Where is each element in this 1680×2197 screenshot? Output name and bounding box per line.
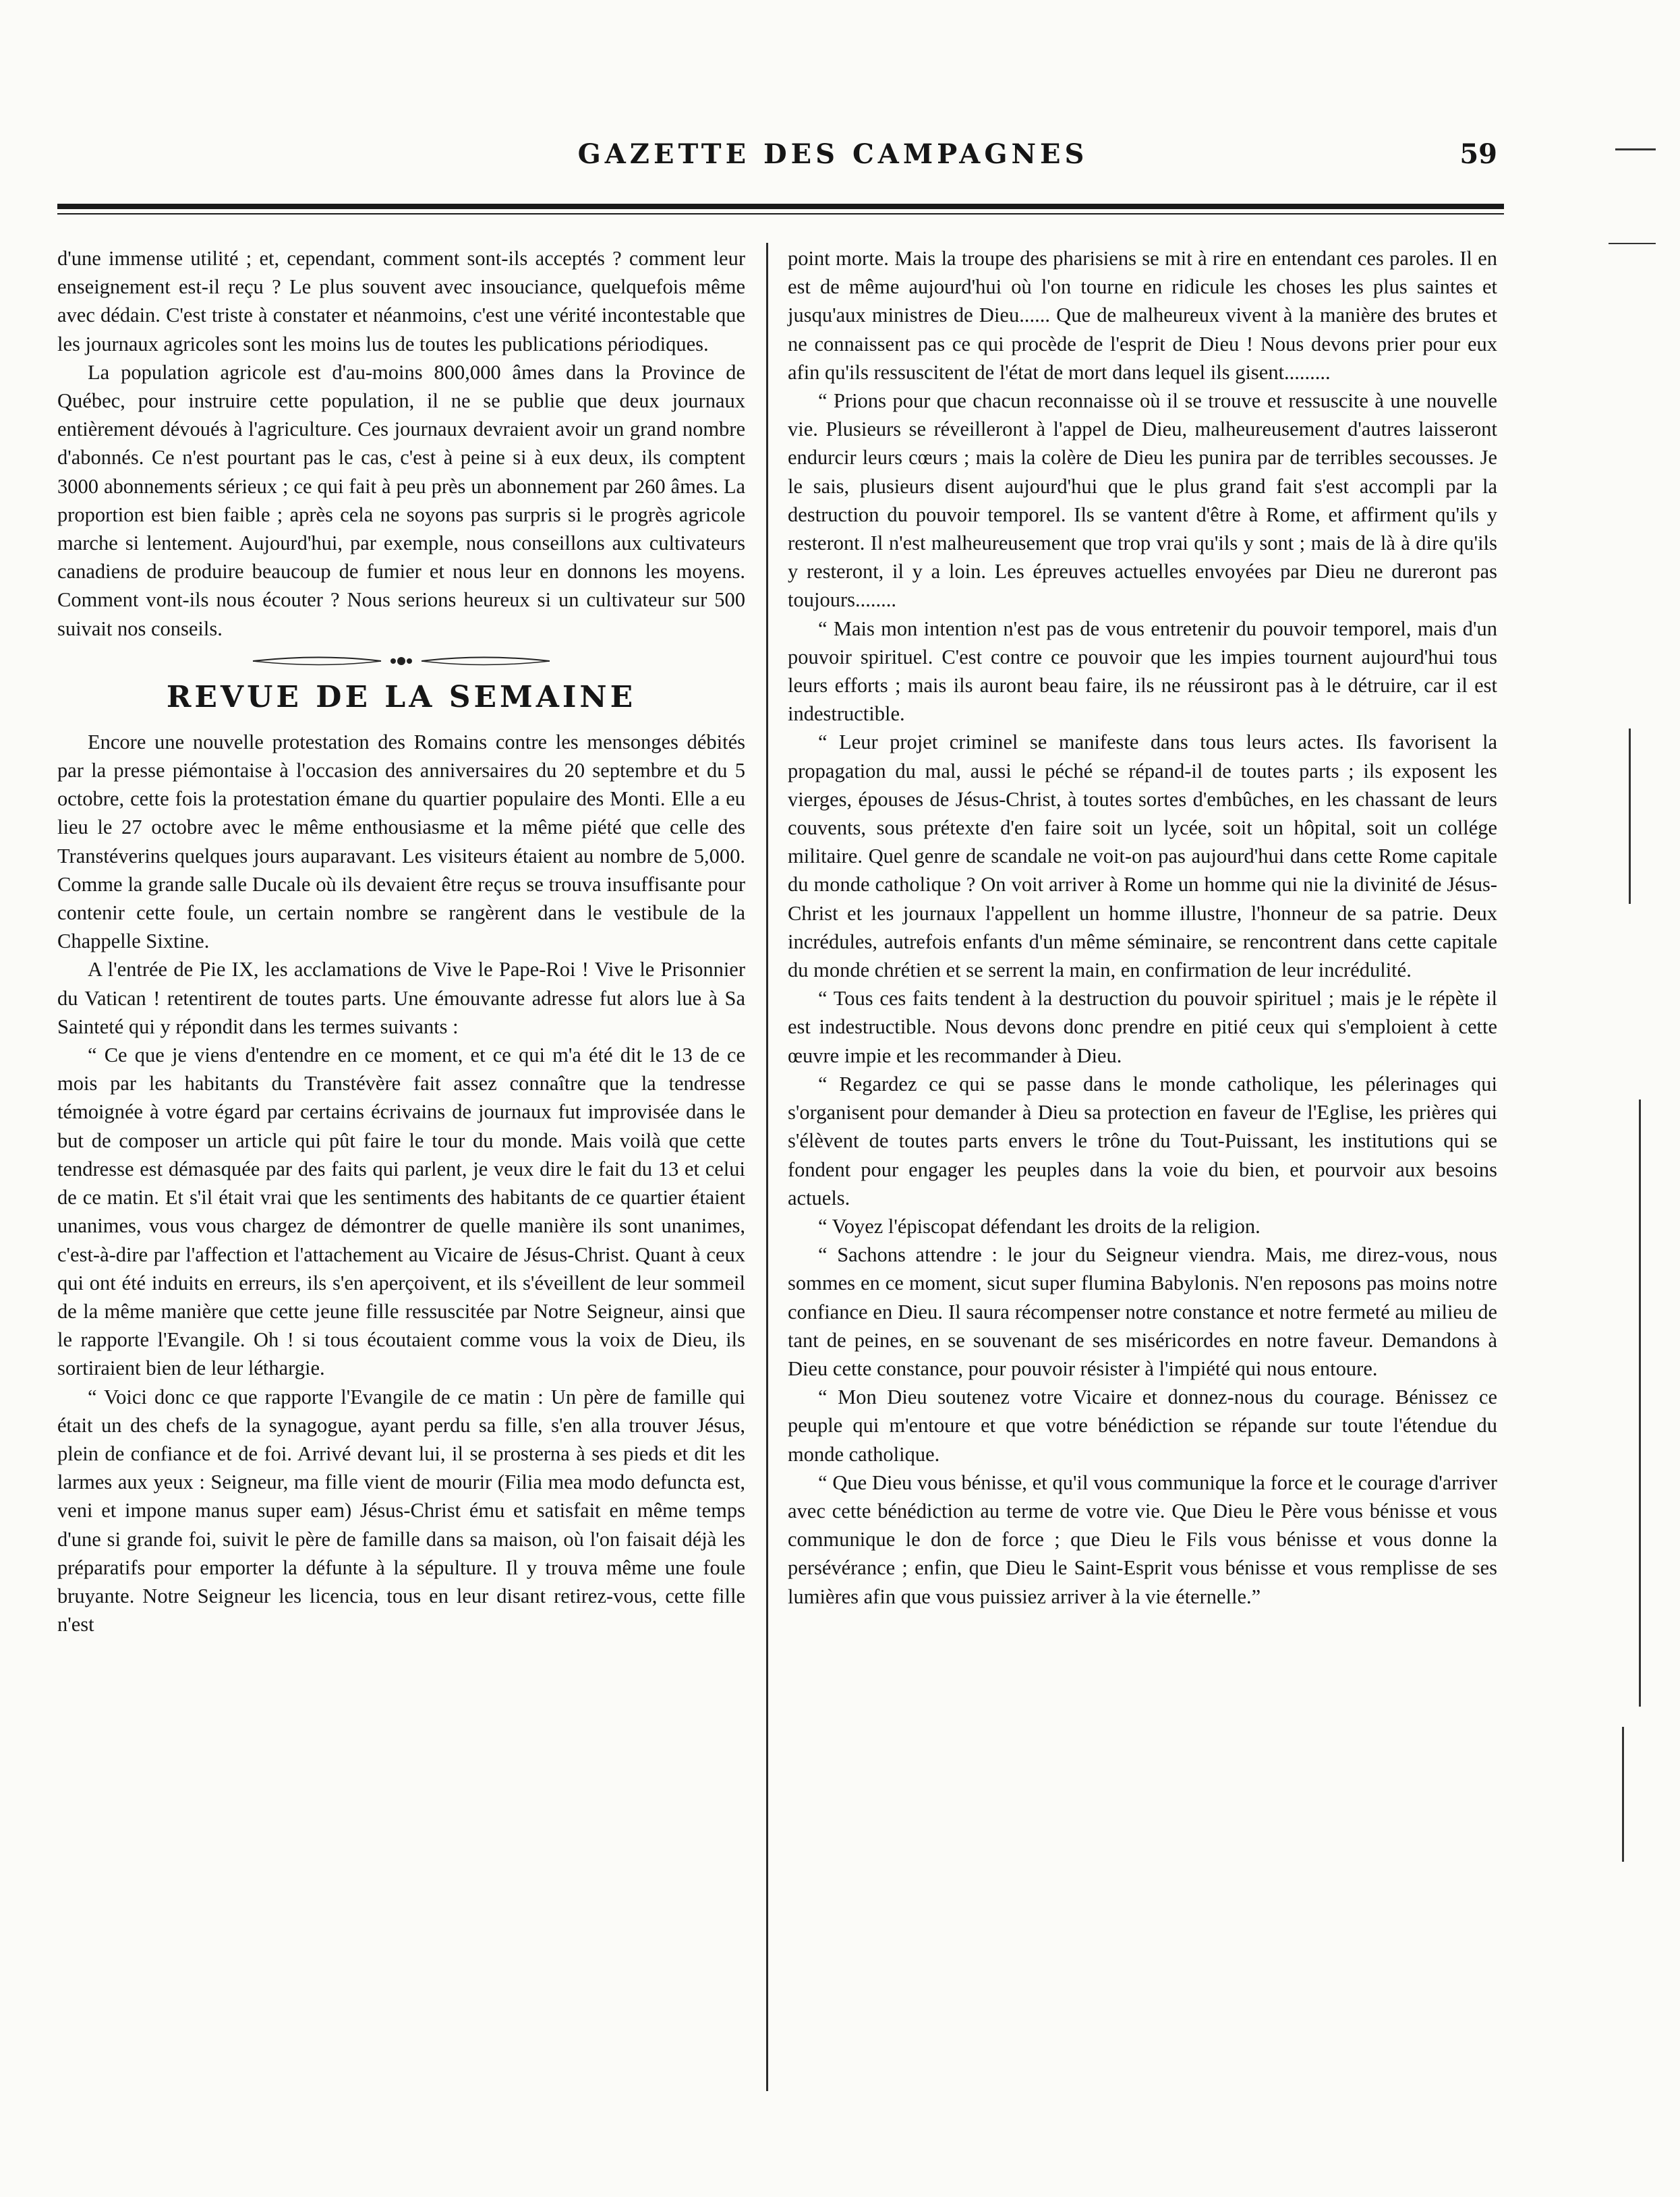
article-paragraph: “ Que Dieu vous bénisse, et qu'il vous communique la force et le courage d'arriver avec cette bénédiction au terme de votre vie. Que Dieu le Père vous bénisse et vous communique le don de force ; que Dieu le Fils vous bénisse et vous donne la persévérance ; enfin, que Dieu le Saint-Esprit vous bénisse et vous remplisse de ses lumières afin que vous puissiez arriver à la vie éternelle.”	[788, 1471, 1497, 1608]
article-paragraph: “ Mon Dieu soutenez votre Vicaire et donnez-nous du courage. Bénissez ce peuple qui m'entoure et que votre bénédiction se répande sur toute l'étendue du monde catholique.	[788, 1386, 1497, 1466]
left-column	[57, 244, 745, 1638]
article-paragraph: “ Sachons attendre : le jour du Seigneur viendra. Mais, me direz-vous, nous sommes en ce moment, sicut super flumina Babylonis. N'en reposons pas moins notre confiance en Dieu. Il saura récompenser notre constance et notre fermeté au milieu de tant de peines, en se souvenant de ses miséricordes en notre faveur. Demandons à Dieu cette constance, pour pouvoir résister à l'impiété qui nous entoure.	[788, 1243, 1497, 1380]
article-paragraph: “ Regardez ce qui se passe dans le monde catholique, les pélerinages qui s'organisent pour demander à Dieu sa protection en faveur de l'Eglise, les prières qui s'élèvent de toutes parts envers le trône du Tout-Puissant, les institutions qui se fondent pour engager les peuples dans la voie du bien, et pourvoir aux besoins actuels.	[788, 1072, 1497, 1209]
header-rule	[57, 204, 1504, 209]
article-paragraph: A l'entrée de Pie IX, les acclamations de Vive le Pape-Roi ! Vive le Prisonnier du Vatican ! retentirent de toutes parts. Une émouvante adresse fut alors lue à Sa Sainteté qui y répondit dans les termes suivants :	[57, 958, 745, 1038]
article-paragraph: d'une immense utilité ; et, cependant, comment sont-ils acceptés ? comment leur enseignement est-il reçu ? Le plus souvent avec insouciance, quelquefois même avec dédain. C'est triste à constater et néanmoins, c'est une vérité incontestable que les journaux agricoles sont les moins lus de toutes les publications périodiques.	[57, 247, 745, 355]
article-paragraph: “ Leur projet criminel se manifeste dans tous leurs actes. Ils favorisent la propagation du mal, aussi le péché se répand-il de toutes parts ; ils exposent les vierges, épouses de Jésus-Christ, à toutes sortes d'embûches, en les chassant de leurs couvents, sous prétexte d'en faire soit un lycée, soit un hôpital, soit un collége militaire. Quel genre de scandale ne voit-on pas aujourd'hui dans cette Rome capitale du monde catholique ? On voit arriver à Rome un homme qui nie la divinité de Jésus-Christ et les journaux l'appellent un homme illustre, l'honneur de sa patrie. Deux incrédules, autrefois enfants d'un même séminaire, se rencontrent dans cette capitale du monde chrétien et se serrent la main, en confirmation de leur incrédulité.	[788, 731, 1497, 982]
page-header-title: GAZETTE DES CAMPAGNES	[577, 138, 1089, 170]
article-paragraph: “ Ce que je viens d'entendre en ce moment, et ce qui m'a été dit le 13 de ce mois par les habitants du Transtévère fait assez connaître que la tendresse témoignée à votre égard par certains écrivains de journaux fut improvisée dans le but de composer un article qui pût faire le tour du monde. Mais voilà que cette tendresse est démasquée par des faits qui parlent, je veux dire le fait du 13 et celui de ce matin. Et s'il était vrai que les sentiments des habitants de ce quartier étaient unanimes, vous vous chargez de démontrer de quelle manière ils sont unanimes, c'est-à-dire par l'affection et l'attachement au Vicaire de Jésus-Christ. Quant à ceux qui ont été induits en erreurs, ils s'en aperçoivent, et ils s'éveillent de leur sommeil de la même manière que cette jeune fille ressuscitée par Notre Seigneur, ainsi que le rapporte l'Evangile. Oh ! si tous écoutaient comme vous la voix de Dieu, ils sortiraient bien de leur léthargie.	[57, 1044, 745, 1380]
article-paragraph: “ Voyez l'épiscopat défendant les droits de la religion.	[818, 1214, 1261, 1238]
article-paragraph: “ Prions pour que chacun reconnaisse où il se trouve et ressuscite à une nouvelle vie. Plusieurs se réveilleront à l'appel de Dieu, malheureusement d'autres laisseront endurcir leurs cœurs ; mais la colère de Dieu les punira par de terribles secousses. Je le sais, plusieurs disent aujourd'hui que le plus grand fait s'est accompli par la destruction du pouvoir temporel. Ils se vantent d'être à Rome, et affirment qu'ils y resteront. Il n'est malheureusement que trop vrai qu'ils y sont ; mais de là à dire qu'ils y resteront, il y a loin. Les épreuves actuelles envoyées par Dieu ne dureront pas toujours........	[788, 389, 1497, 612]
article-paragraph: point morte. Mais la troupe des pharisiens se mit à rire en entendant ces paroles. Il en est de même aujourd'hui où l'on tourne en ridicule les choses les plus saintes et jusqu'aux ministres de Dieu...... Que de malheureux vivent à la manière des brutes et ne connaissent pas ce qui procède de l'esprit de Dieu ! Nous devons prier pour eux afin qu'ils ressuscitent de l'état de mort dans lequel ils gisent.........	[788, 247, 1497, 384]
article-paragraph: “ Mais mon intention n'est pas de vous entretenir du pouvoir temporel, mais d'un pouvoir spirituel. C'est contre ce pouvoir que les impies tournent aujourd'hui tous leurs efforts ; mais ils auront beau faire, ils ne réussiront pas à le détruire, car il est indestructible.	[788, 617, 1497, 726]
article-paragraph: Encore une nouvelle protestation des Romains contre les mensonges débités par la presse piémontaise à l'occasion des anniversaires du 20 septembre et du 5 octobre, cette fois la protestation émane du quartier populaire des Monti. Elle a eu lieu le 27 octobre avec le même enthousiasme et la même piété que celle des Transtéverins quelques jours auparavant. Les visiteurs étaient au nombre de 5,000. Comme la grande salle Ducale où ils devaient être reçus se trouva insuffisante pour contenir cette foule, un certain nombre se rangèrent dans le vestibule de la Chappelle Sixtine.	[57, 730, 745, 953]
page-number: 59	[1459, 138, 1497, 170]
scan-margin-noise	[1602, 121, 1662, 1943]
section-heading: REVUE DE LA SEMAINE	[166, 679, 637, 714]
right-column	[788, 244, 1497, 1611]
article-paragraph: La population agricole est d'au-moins 800,000 âmes dans la Province de Québec, pour instruire cette population, il ne se publie que deux journaux entièrement dévoués à l'agriculture. Ces journaux devraient avoir un grand nombre d'abonnés. Ce n'est pourtant pas le cas, c'est à peine si à eux deux, ils comptent 3000 abonnements sérieux ; ce qui fait à peu près un abonnement par 260 âmes. La proportion est bien faible ; après cela ne soyons pas surpris si le progrès agricole marche si lentement. Aujourd'hui, par exemple, nous conseillons aux cultivateurs canadiens de produire beaucoup de fumier et nous leur en donnons les moyens. Comment vont-ils nous écouter ? Nous serions heureux si un cultivateur sur 500 suivait nos conseils.	[57, 360, 745, 640]
column-divider	[766, 243, 768, 2091]
article-paragraph: “ Voici donc ce que rapporte l'Evangile de ce matin : Un père de famille qui était un des chefs de la synagogue, ayant perdu sa fille, s'en alla trouver Jésus, plein de confiance et de foi. Arrivé devant lui, il se prosterna à ses pieds et dit les larmes aux yeux : Seigneur, ma fille vient de mourir (Filia mea modo defuncta est, veni et impone manus super eam) Jésus-Christ ému et satisfait en même temps d'une si grande foi, suivit le père de famille dans sa maison, où l'on faisait déjà les préparatifs pour emporter la défunte à la sépulture. Il y trouva même une foule bruyante. Notre Seigneur les licencia, tous en leur disant retirez-vous, cette fille n'est	[57, 1385, 745, 1636]
article-paragraph: “ Tous ces faits tendent à la destruction du pouvoir spirituel ; mais je le répète il est indestructible. Nous devons donc prendre en pitié ceux qui s'emploient à cette œuvre impie et les recommander à Dieu.	[788, 987, 1497, 1067]
header-rule-thin	[57, 213, 1504, 215]
section-ornament	[212, 652, 590, 670]
ornament-icon	[212, 652, 590, 670]
